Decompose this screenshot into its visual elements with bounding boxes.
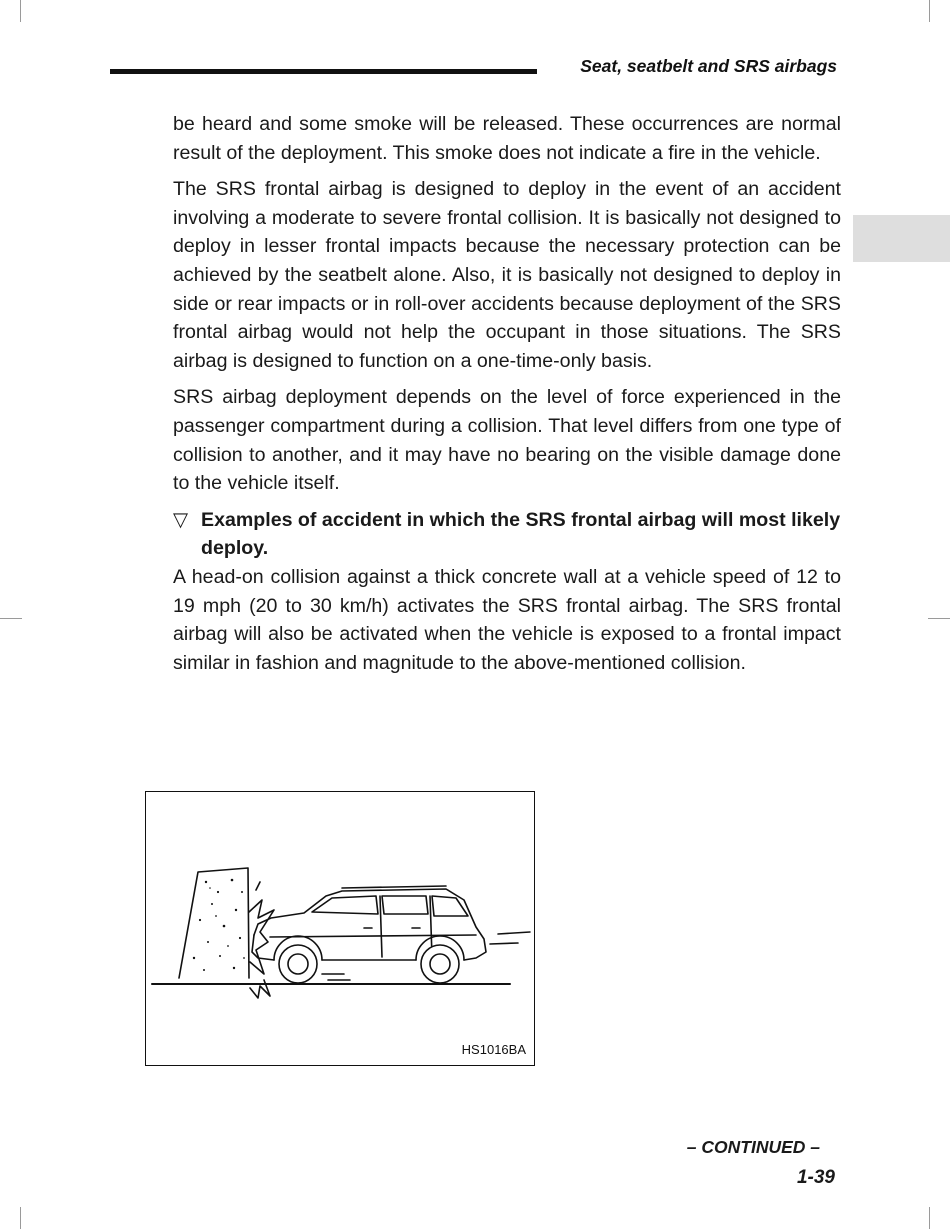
triangle-marker-icon: ▽ (173, 508, 189, 531)
crop-mark-mid-right (928, 618, 950, 619)
example-heading (173, 506, 841, 563)
crop-mark-top-right (929, 0, 930, 22)
example-heading-text: Examples of accident in which the SRS frontal airbag will most likely deploy. (201, 508, 841, 560)
body-text (173, 110, 841, 685)
paragraph: SRS airbag deployment depends on the level of force experienced in the passenger compartment during a collision. That level differs from one type of collision to another, and it may have no bearing on the visible damage done to the vehicle itself. (173, 386, 841, 495)
page-number: 1-39 (796, 1167, 835, 1188)
crop-mark-mid-left (0, 618, 22, 619)
crop-mark-bottom-left (20, 1207, 21, 1229)
crop-mark-top-left (20, 0, 21, 22)
collision-illustration (145, 791, 535, 1066)
header-rule (110, 69, 537, 74)
chapter-thumb-tab (853, 215, 950, 262)
section-title: Seat, seatbelt and SRS airbags (580, 56, 837, 76)
figure-code: HS1016BA (461, 1042, 526, 1057)
continued-label: – CONTINUED – (686, 1137, 820, 1157)
paragraph: be heard and some smoke will be released. These occurrences are normal result of the deployment. This smoke does not indicate a fire in the vehicle. (173, 113, 841, 164)
crop-mark-bottom-right (929, 1207, 930, 1229)
paragraph: The SRS frontal airbag is designed to deploy in the event of an accident involving a moderate to severe frontal collision. It is basically not designed to deploy in lesser frontal impacts because the necessary protection can be achieved by the seatbelt alone. Also, it is basically not designed to deploy in side or rear impacts or in roll-over accidents because deployment of the SRS frontal airbag would not help the occupant in those situations. The SRS airbag is designed to function on a one-time-only basis. (173, 178, 841, 372)
car-wall-collision-drawing (146, 792, 536, 1067)
example-text: A head-on collision against a thick concrete wall at a vehicle speed of 12 to 19 mph (20 to 30 km/h) activates the SRS frontal airbag. The SRS frontal airbag will also be activated when the vehicle is exposed to a frontal impact similar in fashion and magnitude to the above-mentioned collision. (173, 565, 841, 674)
